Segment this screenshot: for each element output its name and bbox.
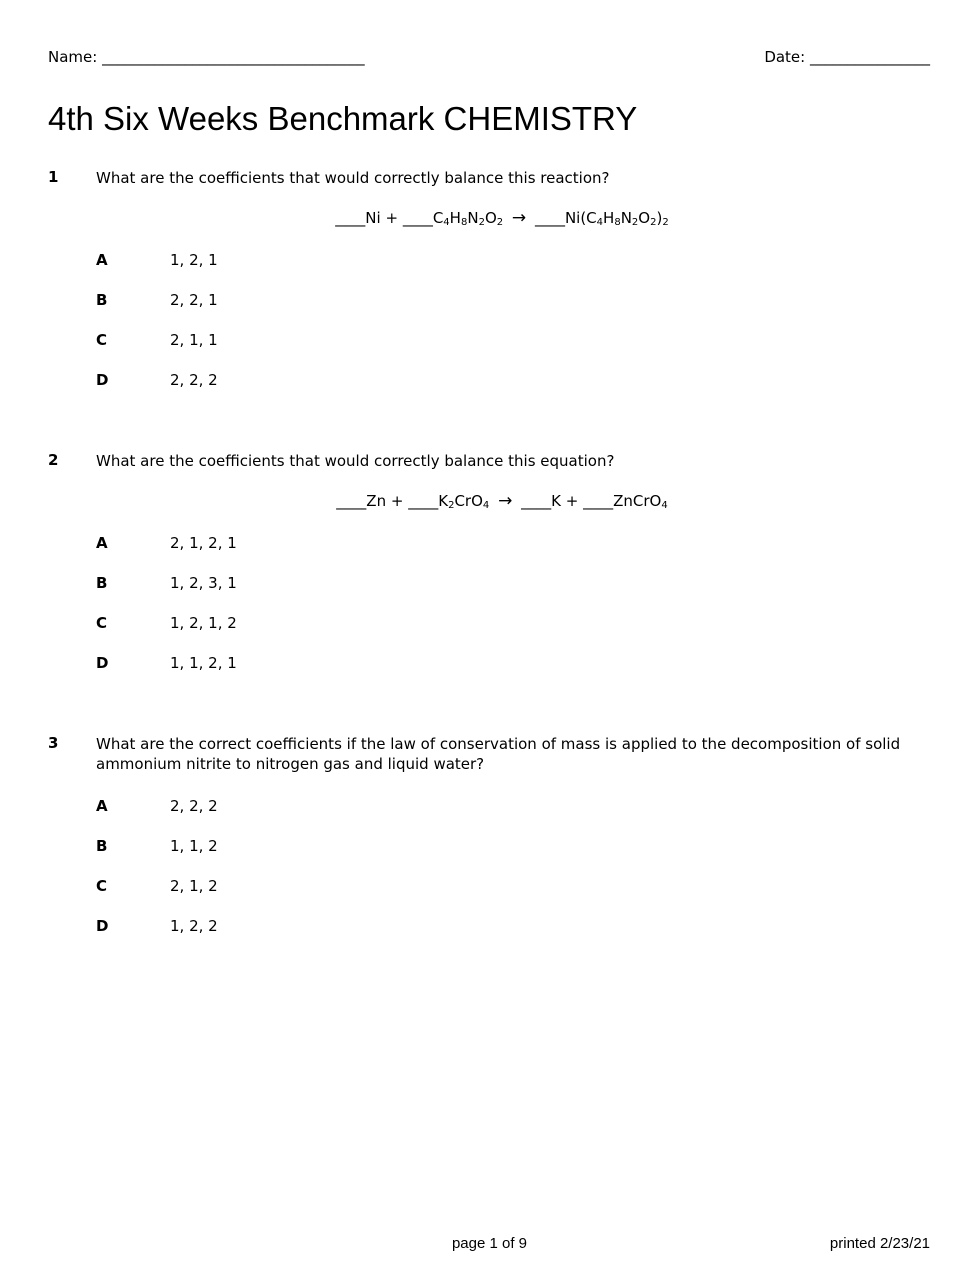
choice-letter: A [96, 797, 108, 815]
product: K [551, 492, 561, 510]
blank: ____ [335, 209, 366, 227]
choice-c[interactable] [48, 603, 928, 643]
question-text: What are the correct coefficients if the law of conservation of mass is applied to the decomposition of solid ammonium nitrite to nitrogen gas and liquid water? [96, 735, 901, 773]
choice-d[interactable] [48, 906, 928, 946]
question-3 [48, 734, 928, 946]
choice-text: 1, 2, 3, 1 [170, 574, 237, 592]
choice-letter: D [96, 917, 109, 935]
blank: ____ [408, 492, 439, 510]
page-number: page 1 of 9 [451, 1235, 528, 1252]
choice-letter: C [96, 877, 108, 895]
choice-letter: A [96, 534, 108, 552]
name-field: Name: ___________________________________ [48, 48, 365, 66]
plus-sign: + [565, 492, 579, 510]
chemical-equation [48, 208, 928, 228]
plus-sign: + [390, 492, 404, 510]
choice-a[interactable] [48, 240, 928, 280]
chemical-equation [48, 491, 928, 511]
choice-a[interactable] [48, 786, 928, 826]
choice-text: 1, 2, 1 [170, 251, 218, 269]
question-number: 1 [48, 168, 59, 186]
choice-text: 1, 2, 2 [170, 917, 218, 935]
choice-d[interactable] [48, 643, 928, 683]
question-text: What are the coefficients that would correctly balance this reaction? [96, 169, 610, 187]
choice-a[interactable] [48, 523, 928, 563]
choice-text: 2, 2, 2 [170, 797, 218, 815]
choice-letter: D [96, 654, 109, 672]
blank: ____ [534, 209, 565, 227]
question-2 [48, 451, 928, 683]
choice-text: 2, 2, 2 [170, 371, 218, 389]
choice-b[interactable] [48, 563, 928, 603]
choice-letter: B [96, 574, 108, 592]
blank: ____ [521, 492, 552, 510]
printed-date: printed 2/23/21 [829, 1235, 930, 1252]
blank: ____ [402, 209, 433, 227]
choice-letter: A [96, 251, 108, 269]
choice-text: 1, 2, 1, 2 [170, 614, 237, 632]
plus-sign: + [385, 209, 399, 227]
choice-b[interactable] [48, 280, 928, 320]
page-title: 4th Six Weeks Benchmark CHEMISTRY [48, 100, 638, 137]
date-field: Date: ________________ [764, 48, 930, 66]
choice-d[interactable] [48, 360, 928, 400]
choice-c[interactable] [48, 866, 928, 906]
choice-c[interactable] [48, 320, 928, 360]
product: $Ni(C_4H_8N_2O_2)_2$ [564, 209, 669, 228]
choice-letter: B [96, 291, 108, 309]
reactant: Ni [365, 209, 381, 227]
choice-letter: B [96, 837, 108, 855]
reactant: Zn [366, 492, 387, 510]
question-number: 2 [48, 451, 59, 469]
choice-text: 2, 2, 1 [170, 291, 218, 309]
choice-letter: C [96, 331, 108, 349]
choice-text: 1, 1, 2 [170, 837, 218, 855]
choice-b[interactable] [48, 826, 928, 866]
choice-text: 1, 1, 2, 1 [170, 654, 237, 672]
choice-text: 2, 1, 1 [170, 331, 218, 349]
choice-letter: C [96, 614, 108, 632]
arrow-icon: → [498, 491, 513, 511]
question-1 [48, 168, 928, 400]
question-number: 3 [48, 734, 59, 752]
blank: ____ [583, 492, 614, 510]
choice-text: 2, 1, 2, 1 [170, 534, 237, 552]
question-text: What are the coefficients that would correctly balance this equation? [96, 452, 615, 470]
reactant: $K_2CrO_4$ [438, 492, 490, 511]
choice-letter: D [96, 371, 109, 389]
blank: ____ [336, 492, 367, 510]
reactant: $C_4H_8N_2O_2$ [432, 209, 504, 228]
product: ZnCrO$_4$ [613, 492, 668, 511]
arrow-icon: → [511, 208, 527, 228]
choice-text: 2, 1, 2 [170, 877, 218, 895]
